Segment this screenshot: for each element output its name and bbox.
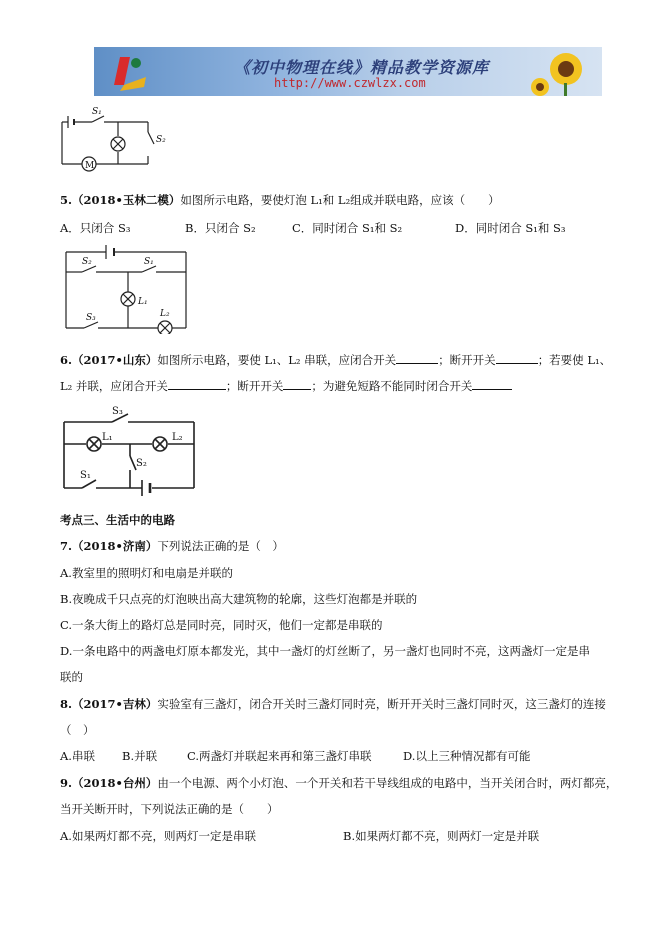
question-6-text-3: ；若要使 L₁、 — [537, 353, 612, 367]
answer-blank-2[interactable] — [496, 352, 538, 364]
question-7-stem — [60, 538, 284, 554]
question-6-line-2 — [60, 378, 512, 394]
answer-blank-1[interactable] — [396, 352, 438, 364]
motor-label: M — [85, 161, 95, 171]
question-8-source: （2017•吉林） — [72, 697, 158, 711]
question-6-text-1: 如图所示电路，要使 L₁、L₂ 串联，应闭合开关 — [157, 353, 397, 367]
circuit-figure-4 — [58, 104, 178, 172]
question-6-text-4: L₂ 并联，应闭合开关 — [60, 379, 168, 393]
s3-label: S₃ — [86, 313, 96, 323]
s1-label: S₁ — [80, 470, 91, 481]
answer-blank-4[interactable] — [283, 378, 311, 390]
question-9-text: 由一个电源、两个小灯泡、一个开关和若干导线组成的电路中，当开关闭合时，两灯都亮， — [157, 776, 618, 790]
question-5-option-b: B．只闭合 S₂ — [185, 221, 256, 235]
l1-label: L₁ — [138, 297, 148, 307]
l2-label: L₂ — [160, 309, 170, 319]
question-5-number: 5. — [60, 193, 73, 207]
question-7-option-a: A.教室里的照明灯和电扇是并联的 — [60, 566, 233, 580]
question-9-option-b: B.如果两灯都不亮，则两灯一定是并联 — [343, 829, 540, 843]
question-5-option-c: C．同时闭合 S₁和 S₂ — [292, 221, 403, 235]
lamp-l2-icon — [153, 437, 167, 451]
battery-icon — [68, 116, 74, 128]
lamp-icon — [111, 137, 125, 151]
answer-blank-3[interactable] — [168, 378, 226, 390]
section-heading: 考点三、生活中的电路 — [60, 513, 175, 527]
question-7-number: 7. — [60, 539, 73, 553]
question-7-text: 下列说法正确的是（ ） — [157, 539, 284, 553]
question-7-source: （2018•济南） — [72, 539, 158, 553]
logo-icon — [100, 47, 160, 96]
question-7-option-d-cont: 联的 — [60, 670, 83, 684]
question-6-text-2: ；断开开关 — [438, 353, 496, 367]
sunflower-icon — [526, 47, 596, 96]
lamp-l1-icon — [121, 292, 135, 306]
question-5-stem — [60, 192, 500, 208]
question-8-stem — [60, 696, 606, 712]
lamp-l2-icon — [158, 321, 172, 334]
question-7-option-b: B.夜晚成千只点亮的灯泡映出高大建筑物的轮廓，这些灯泡都是并联的 — [60, 592, 418, 606]
s1-label: S₁ — [144, 257, 154, 267]
header-banner — [94, 47, 602, 96]
battery-icon — [142, 480, 150, 496]
question-8-option-d: D.以上三种情况都有可能 — [403, 749, 531, 763]
banner-url: http://www.czwlzx.com — [274, 76, 426, 90]
s2-label: S₂ — [136, 458, 147, 469]
question-5-option-d: D．同时闭合 S₁和 S₃ — [455, 221, 566, 235]
circuit-figure-6 — [60, 404, 206, 496]
question-7-option-c: C.一条大街上的路灯总是同时亮，同时灭，他们一定都是串联的 — [60, 618, 383, 632]
s2-label: S₂ — [82, 257, 92, 267]
l2-label: L₂ — [172, 432, 183, 443]
question-8-text: 实验室有三盏灯，闭合开关时三盏灯同时亮，断开开关时三盏灯同时灭，这三盏灯的连接 — [157, 697, 606, 711]
s2-label: S₂ — [156, 135, 166, 145]
question-6-source: （2017•山东） — [72, 353, 158, 367]
banner-title: 《初中物理在线》精品教学资源库 — [234, 58, 490, 77]
question-9-stem — [60, 775, 617, 791]
question-6-text-5: ；断开开关 — [225, 379, 284, 393]
question-9-source: （2018•台州） — [72, 776, 158, 790]
question-9-number: 9. — [60, 776, 73, 790]
answer-blank-5[interactable] — [472, 378, 512, 390]
question-6-number: 6. — [60, 353, 73, 367]
s3-label: S₃ — [112, 406, 123, 417]
question-8-option-b: B.并联 — [122, 749, 158, 763]
question-8-number: 8. — [60, 697, 73, 711]
circuit-figure-5 — [62, 242, 192, 334]
question-5-text: 如图所示电路，要使灯泡 L₁和 L₂组成并联电路，应该（ ） — [180, 193, 500, 207]
switch-s1-icon — [82, 480, 96, 488]
question-6-line-1 — [60, 352, 611, 368]
question-8-option-a: A.串联 — [60, 749, 95, 763]
question-6-text-6: ；为避免短路不能同时闭合开关 — [311, 379, 473, 393]
lamp-l1-icon — [87, 437, 101, 451]
question-5-source: （2018•玉林二模） — [72, 193, 181, 207]
question-9-stem-cont: 当开关断开时，下列说法正确的是（ ） — [60, 802, 279, 816]
circuit-wires — [62, 122, 148, 164]
question-9-option-a: A.如果两灯都不亮，则两灯一定是串联 — [60, 829, 256, 843]
question-5-option-a: A．只闭合 S₃ — [60, 221, 131, 235]
l1-label: L₁ — [102, 432, 113, 443]
question-8-paren: （ ） — [60, 723, 95, 737]
switch-s2-icon — [148, 132, 154, 144]
s1-label: S₁ — [92, 107, 102, 117]
question-8-option-c: C.两盏灯并联起来再和第三盏灯串联 — [187, 749, 372, 763]
battery-icon — [106, 245, 114, 259]
question-7-option-d: D.一条电路中的两盏电灯原本都发光，其中一盏灯的灯丝断了，另一盏灯也同时不亮，这两盏灯一定是串 — [60, 644, 590, 658]
